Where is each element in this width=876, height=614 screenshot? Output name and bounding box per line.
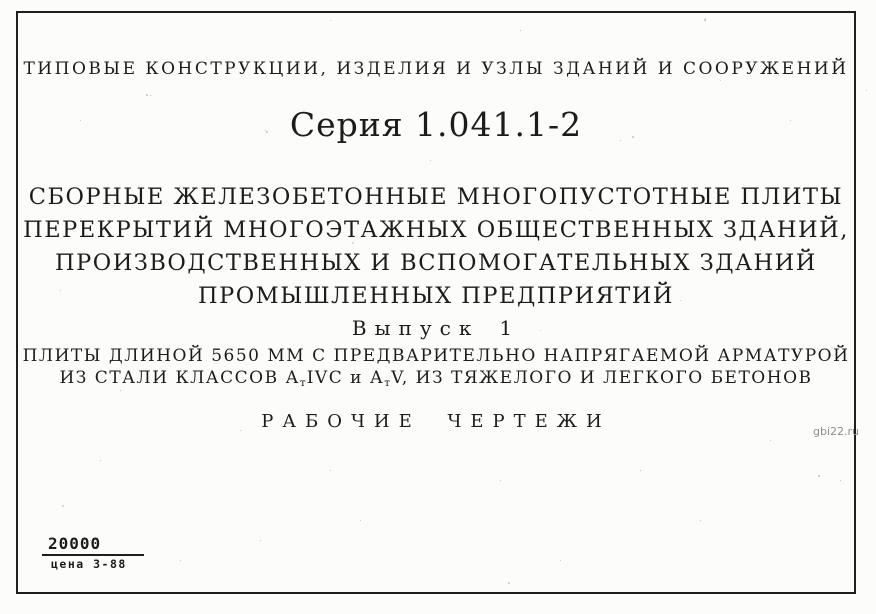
site-watermark: gbi22.ru [813,425,860,438]
main-title-line-4: ПРОМЫШЛЕННЫХ ПРЕДПРИЯТИЙ [197,283,675,309]
document-type-line: РАБОЧИЕ ЧЕРТЕЖИ [261,411,611,432]
issue-description-line-1: ПЛИТЫ ДЛИНОЙ 5650 ММ С ПРЕДВАРИТЕЛЬНО НАПРЯГАЕМОЙ АРМАТУРОЙ [22,346,850,366]
issue-number: 1 [499,316,521,340]
main-title-line-3: ПРОИЗВОДСТВЕННЫХ И ВСПОМОГАТЕЛЬНЫХ ЗДАНИЙ [55,250,817,276]
main-title-block [18,181,854,313]
issue-word: Выпуск [351,316,480,340]
price-label: цена 3-88 [51,557,127,571]
issue-heading [18,316,854,340]
main-title-line-2: ПЕРЕКРЫТИЙ МНОГОЭТАЖНЫХ ОБЩЕСТВЕННЫХ ЗДАНИЙ, [23,217,849,243]
series-title: Серия 1.041.1-2 [289,105,583,144]
desc2-part3: V, ИЗ ТЯЖЕЛОГО И ЛЕГКОГО БЕТОНОВ [391,368,813,388]
issue-description-line-2 [18,368,854,389]
desc2-part2: IVС и А [306,368,385,388]
print-run-value: 20000 [42,534,144,556]
desc2-part1: ИЗ СТАЛИ КЛАССОВ А [59,368,300,388]
print-run-block [42,534,144,571]
steel-class-subscript-1: т [299,377,306,390]
steel-class-subscript-2: т [384,377,391,390]
document-category-line: ТИПОВЫЕ КОНСТРУКЦИИ, ИЗДЕЛИЯ И УЗЛЫ ЗДАНИЙ И СООРУЖЕНИЙ [23,59,849,79]
main-title-line-1: СБОРНЫЕ ЖЕЛЕЗОБЕТОННЫЕ МНОГОПУСТОТНЫЕ ПЛИТЫ [28,184,844,210]
